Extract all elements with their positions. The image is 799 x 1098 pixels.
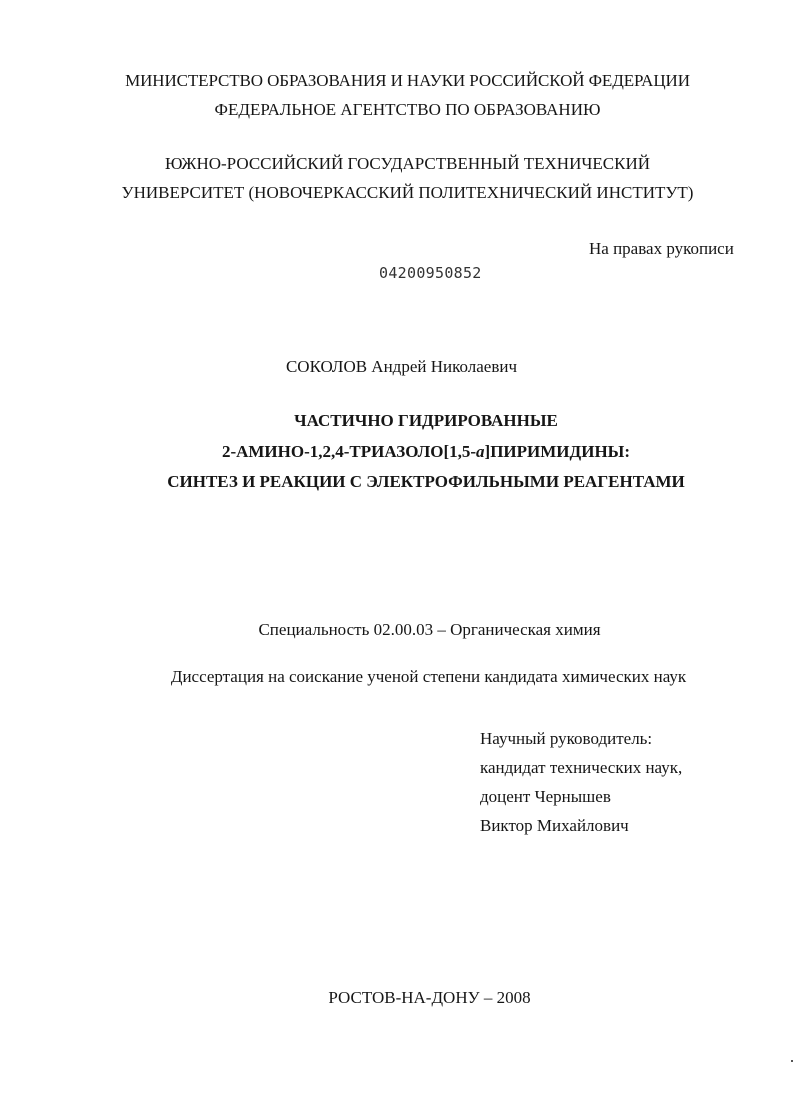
ministry-heading: МИНИСТЕРСТВО ОБРАЗОВАНИЯ И НАУКИ РОССИЙСКОЙ ФЕДЕРАЦИИ [125,71,690,90]
thesis-title-line3: СИНТЕЗ И РЕАКЦИИ С ЭЛЕКТРОФИЛЬНЫМИ РЕАГЕНТАМИ [167,472,685,491]
university-name-line2: УНИВЕРСИТЕТ (НОВОЧЕРКАССКИЙ ПОЛИТЕХНИЧЕСКИЙ ИНСТИТУТ) [121,183,694,202]
scan-speck [791,1060,793,1062]
specialty: Специальность 02.00.03 – Органическая химия [258,620,601,639]
thesis-title-line1: ЧАСТИЧНО ГИДРИРОВАННЫЕ [294,411,558,430]
agency-heading: ФЕДЕРАЛЬНОЕ АГЕНТСТВО ПО ОБРАЗОВАНИЮ [214,100,601,119]
thesis-title-line2 [0,442,799,462]
supervisor-block [480,724,682,840]
city-year: РОСТОВ-НА-ДОНУ – 2008 [328,988,531,1007]
author-name: СОКОЛОВ Андрей Николаевич [285,357,518,376]
supervisor-label: Научный руководитель: [480,729,653,748]
supervisor-title-surname: доцент Чернышев [480,787,611,806]
manuscript-note: На правах рукописи [589,239,734,258]
dissertation-degree: Диссертация на соискание ученой степени кандидата химических наук [170,667,687,686]
registry-code: 04200950852 [379,264,482,282]
supervisor-degree: кандидат технических наук, [480,758,683,777]
university-name-line1: ЮЖНО-РОССИЙСКИЙ ГОСУДАРСТВЕННЫЙ ТЕХНИЧЕСКИЙ [164,154,651,173]
supervisor-given-names: Виктор Михайлович [480,816,629,835]
title-line2-suffix: ]ПИРИМИДИНЫ: [484,442,631,461]
title-line2-prefix: 2-АМИНО-1,2,4-ТРИАЗОЛО[1,5- [221,442,477,461]
title-line2-italic: a [476,442,485,461]
